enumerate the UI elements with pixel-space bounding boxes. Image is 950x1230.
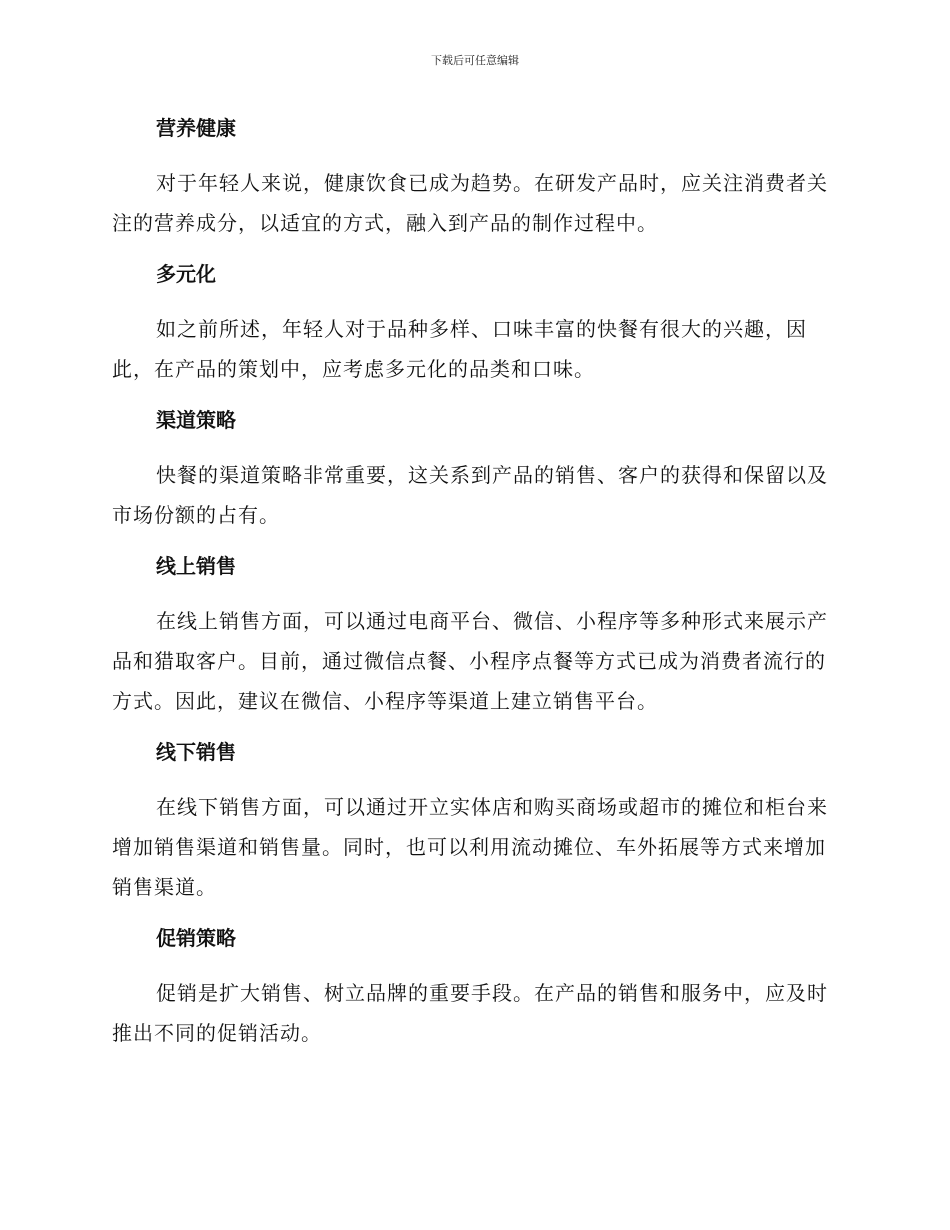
section-paragraph: 在线下销售方面，可以通过开立实体店和购买商场或超市的摊位和柜台来增加销售渠道和销售量。同时，也可以利用流动摊位、车外拓展等方式来增加销售渠道。 bbox=[112, 795, 828, 899]
section-paragraph: 促销是扩大销售、树立品牌的重要手段。在产品的销售和服务中，应及时推出不同的促销活动。 bbox=[112, 981, 828, 1045]
section-paragraph: 对于年轻人来说，健康饮食已成为趋势。在研发产品时，应关注消费者关注的营养成分，以适宜的方式，融入到产品的制作过程中。 bbox=[112, 171, 828, 235]
section-paragraph: 快餐的渠道策略非常重要，这关系到产品的销售、客户的获得和保留以及市场份额的占有。 bbox=[112, 463, 828, 527]
section-title: 促销策略 bbox=[156, 926, 236, 950]
section-diversification bbox=[112, 255, 830, 401]
section-promotion-strategy bbox=[112, 919, 830, 1053]
section-online-sales bbox=[112, 547, 830, 733]
section-title: 线下销售 bbox=[156, 740, 236, 764]
section-nutrition bbox=[112, 109, 830, 255]
section-title: 线上销售 bbox=[156, 554, 236, 578]
section-channel-strategy bbox=[112, 401, 830, 547]
section-paragraph: 如之前所述，年轻人对于品种多样、口味丰富的快餐有很大的兴趣，因此，在产品的策划中，应考虑多元化的品类和口味。 bbox=[112, 317, 807, 381]
document-body bbox=[112, 109, 830, 1053]
section-title: 渠道策略 bbox=[156, 408, 236, 432]
section-offline-sales bbox=[112, 733, 830, 919]
section-title: 营养健康 bbox=[156, 116, 236, 140]
section-paragraph: 在线上销售方面，可以通过电商平台、微信、小程序等多种形式来展示产品和猎取客户。目前，通过微信点餐、小程序点餐等方式已成为消费者流行的方式。因此，建议在微信、小程序等渠道上建立销售平台。 bbox=[112, 609, 828, 713]
page-header: 下载后可任意编辑 bbox=[431, 54, 519, 67]
section-title: 多元化 bbox=[156, 262, 216, 286]
